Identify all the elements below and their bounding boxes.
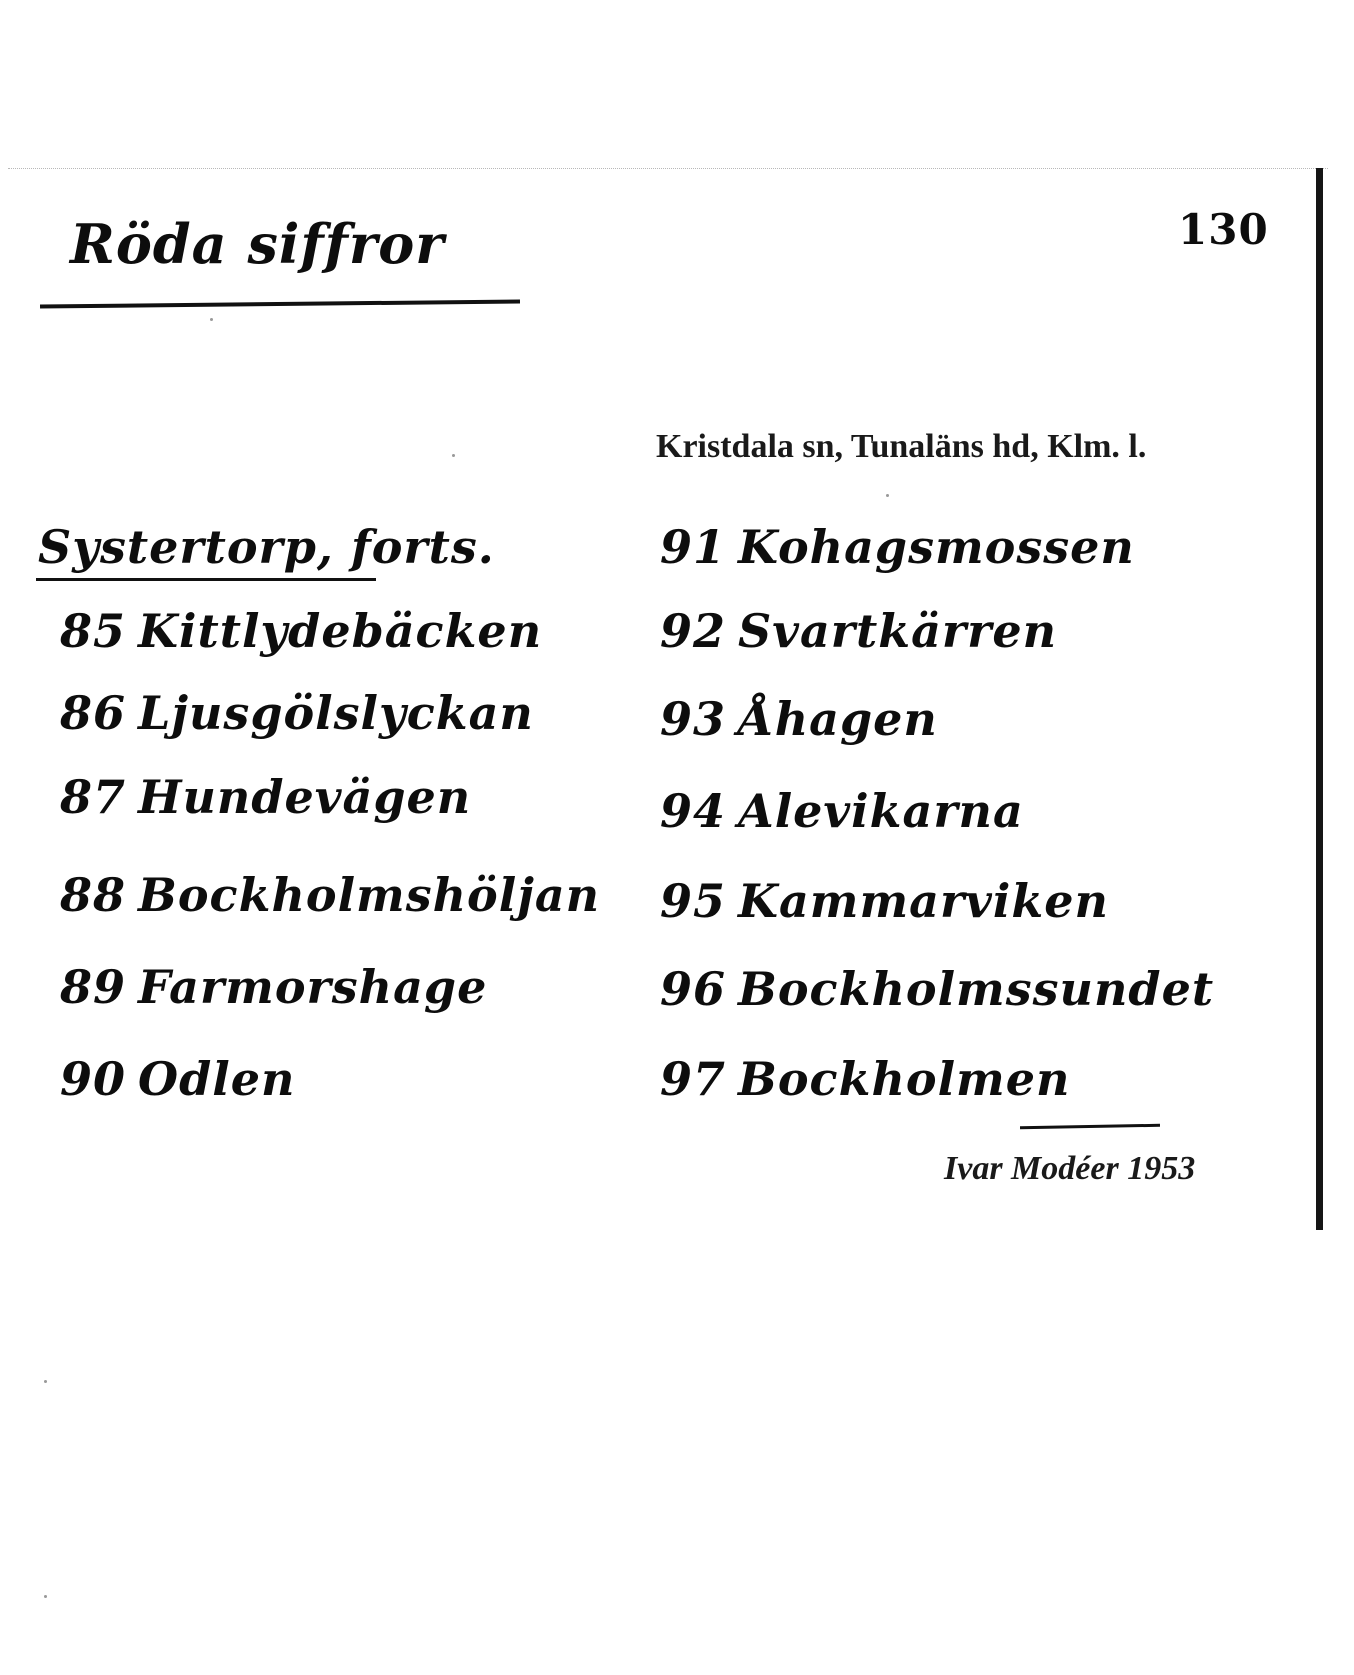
card-number: 130 bbox=[1178, 205, 1269, 254]
place-entry bbox=[660, 784, 1024, 838]
entry-name: Alevikarna bbox=[738, 784, 1024, 838]
card-edge-shadow bbox=[1316, 168, 1323, 1230]
place-entry bbox=[660, 604, 1057, 658]
entry-number: 90 bbox=[60, 1052, 127, 1106]
farm-heading: Systertorp, forts. bbox=[38, 520, 495, 574]
entry-number: 94 bbox=[660, 784, 727, 838]
entry-name: Bockholmen bbox=[738, 1052, 1071, 1106]
entry-name: Bockholmssundet bbox=[738, 962, 1215, 1016]
entry-number: 88 bbox=[60, 868, 127, 922]
entry-name: Ljusgölslyckan bbox=[138, 686, 534, 740]
entry-number: 92 bbox=[660, 604, 727, 658]
entry-name: Kittlydebäcken bbox=[138, 604, 543, 658]
place-entry bbox=[660, 692, 938, 746]
place-entry bbox=[660, 962, 1214, 1016]
entry-name: Åhagen bbox=[738, 692, 938, 746]
place-entry bbox=[60, 960, 487, 1014]
place-entry bbox=[660, 1052, 1070, 1106]
entry-name: Farmorshage bbox=[138, 960, 488, 1014]
place-entry bbox=[660, 520, 1135, 574]
entry-name: Kammarviken bbox=[738, 874, 1109, 928]
scan-speck bbox=[452, 454, 455, 457]
scan-speck bbox=[210, 318, 213, 321]
entry-number: 85 bbox=[60, 604, 127, 658]
place-entry bbox=[60, 686, 534, 740]
entry-number: 91 bbox=[660, 520, 727, 574]
entry-number: 97 bbox=[660, 1052, 727, 1106]
place-entry bbox=[60, 1052, 295, 1106]
card-title: Röda siffror bbox=[70, 212, 445, 276]
scan-speck bbox=[44, 1380, 47, 1383]
entry-number: 87 bbox=[60, 770, 127, 824]
entry-number: 96 bbox=[660, 962, 727, 1016]
place-entry bbox=[60, 868, 600, 922]
entry-number: 95 bbox=[660, 874, 727, 928]
scan-speck bbox=[886, 494, 889, 497]
entry-name: Kohagsmossen bbox=[738, 520, 1135, 574]
place-entry bbox=[660, 874, 1109, 928]
entry-number: 86 bbox=[60, 686, 127, 740]
parish-header: Kristdala sn, Tunaläns hd, Klm. l. bbox=[656, 428, 1147, 465]
entry-name: Odlen bbox=[138, 1052, 296, 1106]
entry-number: 93 bbox=[660, 692, 727, 746]
entry-name: Bockholmshöljan bbox=[138, 868, 601, 922]
scan-speck bbox=[44, 1595, 47, 1598]
entry-name: Svartkärren bbox=[738, 604, 1058, 658]
signature: Ivar Modéer 1953 bbox=[944, 1150, 1196, 1187]
entry-name: Hundevägen bbox=[138, 770, 472, 824]
farm-heading-underline bbox=[36, 578, 376, 581]
entry-number: 89 bbox=[60, 960, 127, 1014]
place-entry bbox=[60, 770, 471, 824]
place-entry bbox=[60, 604, 542, 658]
